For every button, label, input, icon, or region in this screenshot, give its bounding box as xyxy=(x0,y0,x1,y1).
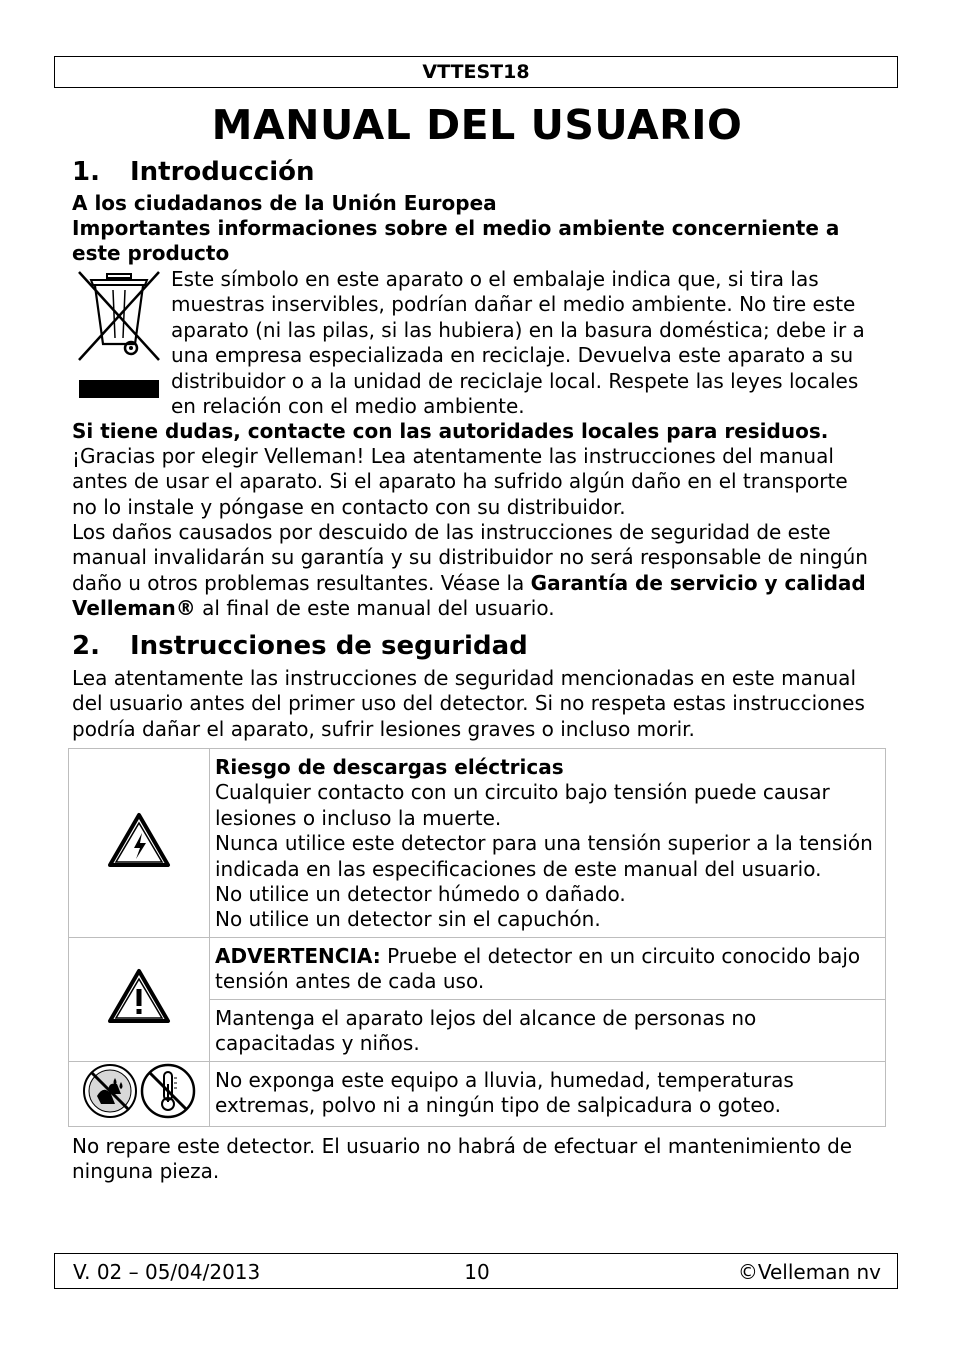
environment-text-cell: No exponga este equipo a lluvia, humedad, temperaturas extremas, polvo ni a ningún tipo de salpicadura o goteo. xyxy=(210,1061,886,1126)
safety-row-environment xyxy=(69,1061,886,1126)
section-2-number: 2. xyxy=(72,631,100,661)
eu-citizens-subheading: A los ciudadanos de la Unión Europea xyxy=(72,191,497,215)
damage-text-pre: Los daños causados por descuido de las instrucciones de seguridad de este manual invalidarán su garantía y su distribuidor no será responsable de ningún daño u otros problemas resultantes. Véase la xyxy=(72,520,868,595)
safety-table xyxy=(68,748,886,1127)
section-2-heading xyxy=(72,630,528,662)
electric-hazard-title: Riesgo de descargas eléctricas xyxy=(215,755,564,779)
page-title: MANUAL DEL USUARIO xyxy=(211,101,743,149)
footer xyxy=(54,1253,898,1289)
warning-icon-cell xyxy=(69,938,210,1062)
thanks-paragraph: ¡Gracias por elegir Velleman! Lea atentamente las instrucciones del manual antes de usar el aparato. Si el aparato ha sufrido algún daño en el transporte no lo instale y póngase en contacto con su distribuidor. xyxy=(72,444,848,519)
header-model: VTTEST18 xyxy=(54,56,898,88)
weee-crossed-bin-icon xyxy=(73,268,165,408)
electric-hazard-icon-cell xyxy=(69,749,210,938)
environment-icons-cell xyxy=(69,1061,210,1126)
no-extreme-temperature-icon xyxy=(142,1065,194,1117)
damage-text-post: al final de este manual del usuario. xyxy=(195,596,555,621)
electric-hazard-line: Cualquier contacto con un circuito bajo tensión puede causar lesiones o incluso la muerte. xyxy=(215,780,830,830)
damage-paragraph xyxy=(72,520,872,622)
environment-icons xyxy=(81,1062,197,1120)
electric-hazard-line: No utilice un detector sin el capuchón. xyxy=(215,907,601,932)
section-1-heading xyxy=(72,156,315,188)
footer-version: V. 02 – 05/04/2013 xyxy=(73,1260,261,1284)
electric-hazard-icon xyxy=(107,811,171,869)
no-repair-paragraph: No repare este detector. El usuario no habrá de efectuar el mantenimiento de ninguna pieza. xyxy=(72,1134,853,1184)
section-1-title: Introducción xyxy=(130,157,315,187)
section-2-title: Instrucciones de seguridad xyxy=(130,631,528,661)
safety-row-warning xyxy=(69,938,886,1000)
children-text-cell: Mantenga el aparato lejos del alcance de personas no capacitadas y niños. xyxy=(210,999,886,1061)
contact-authorities-text: Si tiene dudas, contacte con las autoridades locales para residuos. xyxy=(72,419,829,443)
footer-copyright: ©Velleman nv xyxy=(737,1260,881,1284)
warning-label: ADVERTENCIA: xyxy=(215,944,381,968)
safety-row-electric xyxy=(69,749,886,938)
no-moisture-icon xyxy=(84,1065,136,1117)
footer-page-number: 10 xyxy=(464,1260,490,1284)
electric-hazard-line: Nunca utilice este detector para una tensión superior a la tensión indicada en las especificaciones de este manual del usuario. xyxy=(215,831,873,881)
electric-hazard-line: No utilice un detector húmedo o dañado. xyxy=(215,882,626,907)
weee-text: Este símbolo en este aparato o el embalaje indica que, si tira las muestras inservibles, podrían dañar el medio ambiente. No tire este aparato (ni las pilas, si las hubiera) en la basura doméstica; debe ir a una empresa especializada en reciclaje. Devuelva este aparato a su distribuidor o a la unidad de reciclaje local. Respete las leyes locales en relación con el medio ambiente. xyxy=(171,267,865,419)
electric-hazard-text-cell xyxy=(210,749,886,938)
warning-text-cell xyxy=(210,938,886,1000)
warning-icon xyxy=(106,967,172,1025)
environment-subheading: Importantes informaciones sobre el medio ambiente concerniente a este producto xyxy=(72,216,840,266)
warranty-reference: Garantía de servicio y calidad Velleman® xyxy=(72,570,866,621)
safety-intro-paragraph: Lea atentamente las instrucciones de seguridad mencionadas en este manual del usuario antes del primer uso del detector. Si no respeta estas instrucciones podría dañar el aparato, sufrir lesiones graves o incluso morir. xyxy=(72,666,865,741)
section-1-number: 1. xyxy=(72,157,100,187)
warning-text: Pruebe el detector en un circuito conocido bajo tensión antes de cada uso. xyxy=(215,944,861,994)
